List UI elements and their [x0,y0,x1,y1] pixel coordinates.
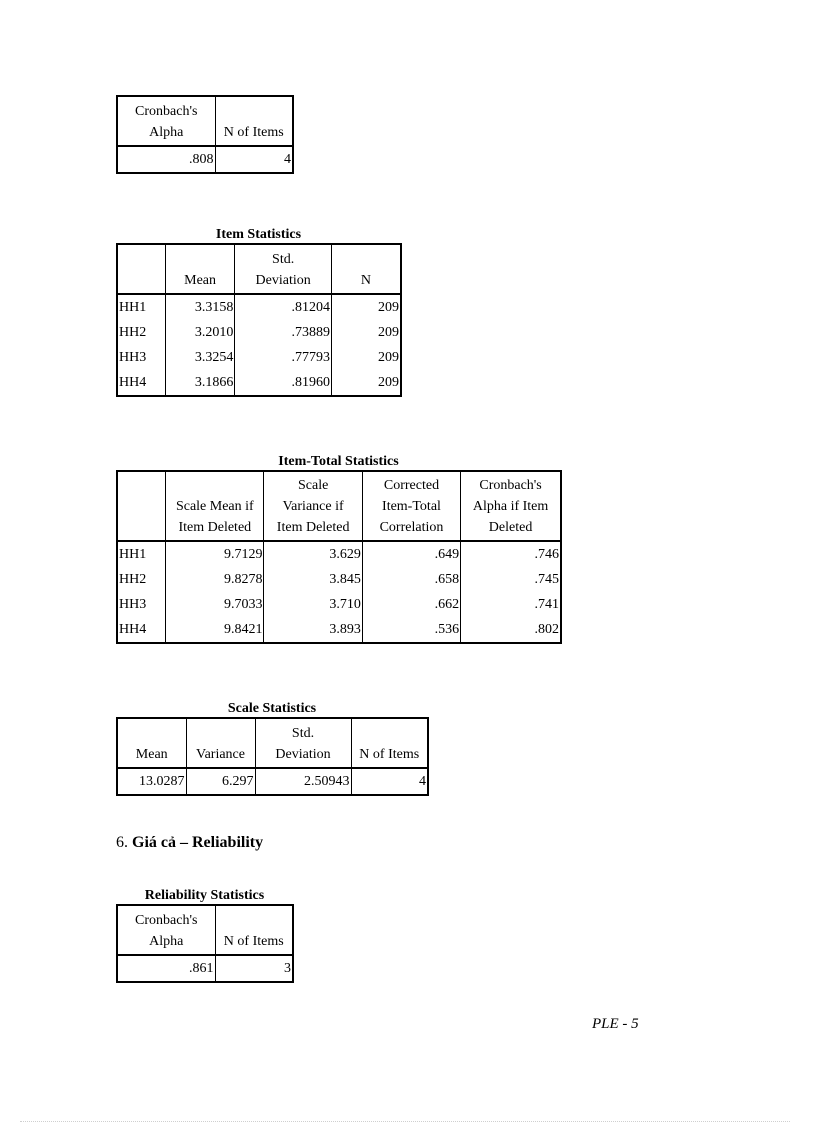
reliability-statistics-table-1 [116,95,294,174]
header-scale-variance-if-item-deleted: Scale Variance if Item Deleted [264,471,362,541]
std-deviation-cell: .73889 [235,320,332,345]
scale-n-of-items-value: 4 [351,768,428,795]
table-row [117,345,401,370]
header-n-of-items: N of Items [351,718,428,768]
n-of-items-value: 3 [215,955,293,982]
table-row [117,617,561,643]
scale-mean-cell: 9.7033 [166,592,264,617]
n-cell: 209 [331,294,401,320]
header-variance: Variance [186,718,255,768]
row-label: HH3 [117,592,166,617]
scale-statistics-title: Scale Statistics [227,701,317,716]
n-of-items-value: 4 [215,146,293,173]
item-statistics-title: Item Statistics [215,227,302,242]
scale-variance-cell: 3.845 [264,567,362,592]
correlation-cell: .649 [362,541,460,567]
alpha-if-deleted-cell: .802 [461,617,561,643]
cronbachs-alpha-value: .808 [117,146,215,173]
scale-mean-cell: 9.7129 [166,541,264,567]
std-deviation-cell: .77793 [235,345,332,370]
scale-mean-cell: 9.8421 [166,617,264,643]
item-total-statistics-title: Item-Total Statistics [278,454,399,469]
header-mean: Mean [117,718,186,768]
scale-std-deviation-value: 2.50943 [255,768,351,795]
std-deviation-cell: .81960 [235,370,332,396]
scale-statistics-table [116,717,429,796]
table-row [117,320,401,345]
n-cell: 209 [331,320,401,345]
alpha-if-deleted-cell: .745 [461,567,561,592]
item-statistics-section [116,226,402,397]
scale-mean-cell: 9.8278 [166,567,264,592]
section-title: Giá cả – Reliability [132,834,264,851]
row-label: HH4 [117,370,165,396]
correlation-cell: .658 [362,567,460,592]
reliability-statistics-table-2 [116,904,294,983]
item-statistics-table [116,243,402,397]
header-std-deviation: Std. Deviation [255,718,351,768]
row-label: HH2 [117,320,165,345]
scale-variance-cell: 3.893 [264,617,362,643]
table-row [117,294,401,320]
section-heading [116,834,263,852]
section-number: 6. [116,834,128,851]
scale-variance-cell: 3.710 [264,592,362,617]
header-n-of-items: N of Items [215,96,293,146]
mean-cell: 3.3158 [165,294,234,320]
scale-variance-cell: 3.629 [264,541,362,567]
scale-statistics-section [116,700,429,796]
header-mean: Mean [165,244,234,294]
header-corrected-item-total-correlation: Corrected Item-Total Correlation [362,471,460,541]
table-row [117,567,561,592]
row-label: HH3 [117,345,165,370]
n-cell: 209 [331,345,401,370]
item-total-statistics-table [116,470,562,644]
scale-variance-value: 6.297 [186,768,255,795]
header-std-deviation: Std. Deviation [235,244,332,294]
row-label: HH1 [117,294,165,320]
correlation-cell: .536 [362,617,460,643]
alpha-if-deleted-cell: .746 [461,541,561,567]
header-cronbachs-alpha: Cronbach's Alpha [117,96,215,146]
table-row [117,370,401,396]
page-number-label: PLE - 5 [592,1016,639,1032]
table-row [117,541,561,567]
header-n: N [331,244,401,294]
header-blank [117,471,166,541]
reliability-statistics-title: Reliability Statistics [144,888,265,903]
item-total-statistics-section [116,453,562,644]
mean-cell: 3.3254 [165,345,234,370]
cronbachs-alpha-value: .861 [117,955,215,982]
alpha-if-deleted-cell: .741 [461,592,561,617]
header-cronbachs-alpha: Cronbach's Alpha [117,905,215,955]
mean-cell: 3.2010 [165,320,234,345]
row-label: HH4 [117,617,166,643]
std-deviation-cell: .81204 [235,294,332,320]
header-blank [117,244,165,294]
correlation-cell: .662 [362,592,460,617]
row-label: HH2 [117,567,166,592]
header-scale-mean-if-item-deleted: Scale Mean if Item Deleted [166,471,264,541]
header-n-of-items: N of Items [215,905,293,955]
header-alpha-if-item-deleted: Cronbach's Alpha if Item Deleted [461,471,561,541]
scale-mean-value: 13.0287 [117,768,186,795]
table-row [117,592,561,617]
reliability-statistics-section-2 [116,887,294,983]
page-bottom-divider [20,1121,790,1122]
n-cell: 209 [331,370,401,396]
row-label: HH1 [117,541,166,567]
mean-cell: 3.1866 [165,370,234,396]
